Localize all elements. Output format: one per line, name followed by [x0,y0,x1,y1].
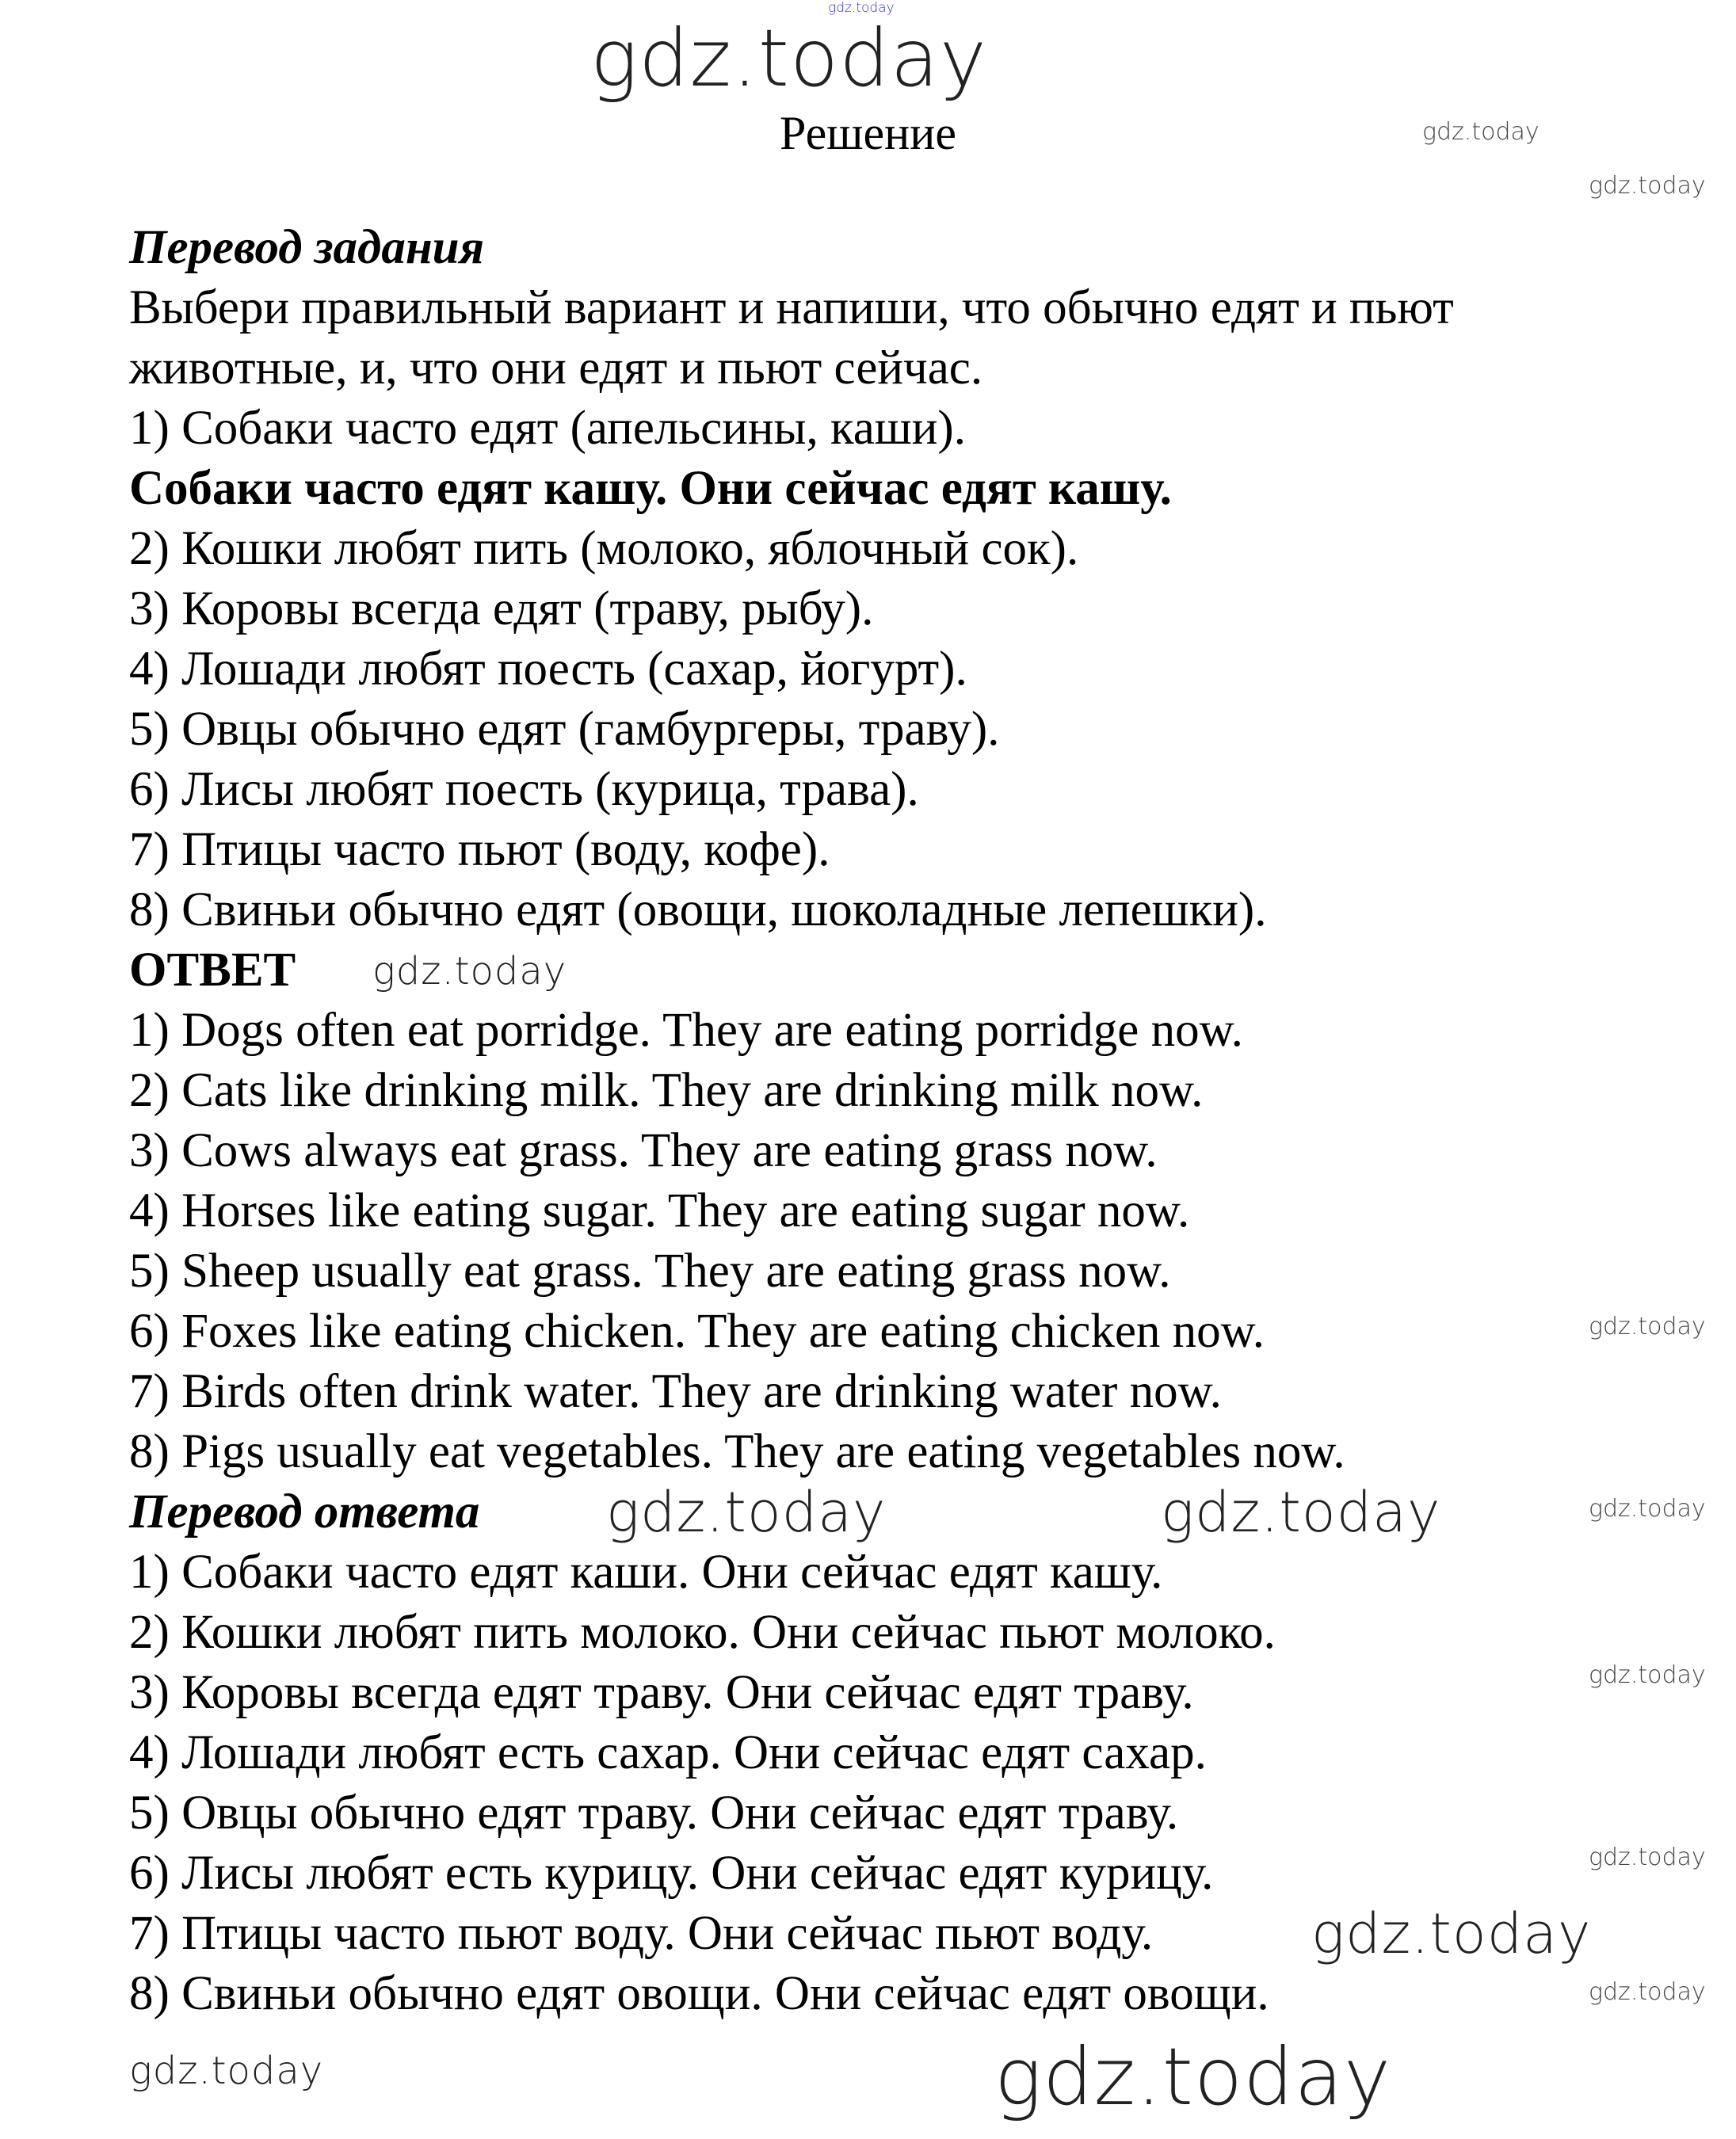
translation-line: 8) Свиньи обычно едят овощи. Они сейчас едят овощи. [129,1967,1269,2020]
watermark: gdz.today [129,2049,324,2093]
task-item: 8) Свиньи обычно едят (овощи, шоколадные лепешки). [129,883,1267,936]
watermark: gdz.today [590,12,988,105]
watermark: gdz.today [1589,1313,1706,1340]
answer-heading: ОТВЕТ [129,944,296,997]
translation-heading: Перевод ответа [129,1485,480,1538]
watermark: gdz.today [1311,1901,1592,1966]
task-item: 7) Птицы часто пьют (воду, кофе). [129,823,830,876]
translation-line: 7) Птицы часто пьют воду. Они сейчас пьют воду. [129,1907,1154,1960]
translation-line: 5) Овцы обычно едят траву. Они сейчас едят траву. [129,1786,1179,1840]
watermark: gdz.today [1589,172,1706,200]
task-line: Выбери правильный вариант и напиши, что обычно едят и пьют [129,281,1454,334]
watermark: gdz.today [1589,1661,1706,1689]
watermark: gdz.today [1161,1480,1441,1545]
answer-line: 5) Sheep usually eat grass. They are eating grass now. [129,1245,1171,1298]
watermark: gdz.today [1422,118,1540,146]
translation-line: 4) Лошади любят есть сахар. Они сейчас едят сахар. [129,1726,1207,1779]
task-line: 1) Собаки часто едят (апельсины, каши). [129,402,966,455]
watermark: gdz.today [828,0,895,16]
answer-line: 1) Dogs often eat porridge. They are eating porridge now. [129,1004,1243,1057]
watermark: gdz.today [1589,1844,1706,1871]
answer-line: 7) Birds often drink water. They are drinking water now. [129,1365,1222,1418]
answer-line: 8) Pigs usually eat vegetables. They are eating vegetables now. [129,1425,1345,1478]
task-item: 3) Коровы всегда едят (траву, рыбу). [129,582,874,635]
answer-line: 2) Cats like drinking milk. They are drinking milk now. [129,1064,1204,1117]
watermark: gdz.today [1589,1978,1706,2006]
watermark: gdz.today [1589,1495,1706,1523]
translation-line: 6) Лисы любят есть курицу. Они сейчас едят курицу. [129,1847,1214,1900]
task-item: 4) Лошади любят поесть (сахар, йогурт). [129,642,967,696]
page-title: Решение [780,107,956,159]
answer-line: 3) Cows always eat grass. They are eating grass now. [129,1124,1158,1177]
translation-line: 3) Коровы всегда едят траву. Они сейчас едят траву. [129,1666,1194,1719]
task-heading: Перевод задания [129,221,485,274]
watermark: gdz.today [994,2030,1392,2123]
example-answer: Собаки часто едят кашу. Они сейчас едят кашу. [129,462,1172,515]
answer-line: 4) Horses like eating sugar. They are eating sugar now. [129,1184,1190,1237]
task-line: животные, и, что они едят и пьют сейчас. [129,341,983,395]
translation-line: 1) Собаки часто едят каши. Они сейчас едят кашу. [129,1546,1163,1599]
task-item: 5) Овцы обычно едят (гамбургеры, траву). [129,703,1000,756]
watermark: gdz.today [606,1480,887,1545]
task-item: 6) Лисы любят поесть (курица, трава). [129,763,919,816]
answer-line: 6) Foxes like eating chicken. They are eating chicken now. [129,1305,1265,1358]
task-item: 2) Кошки любят пить (молоко, яблочный сок). [129,522,1079,575]
watermark: gdz.today [372,949,567,993]
translation-line: 2) Кошки любят пить молоко. Они сейчас пьют молоко. [129,1606,1276,1659]
